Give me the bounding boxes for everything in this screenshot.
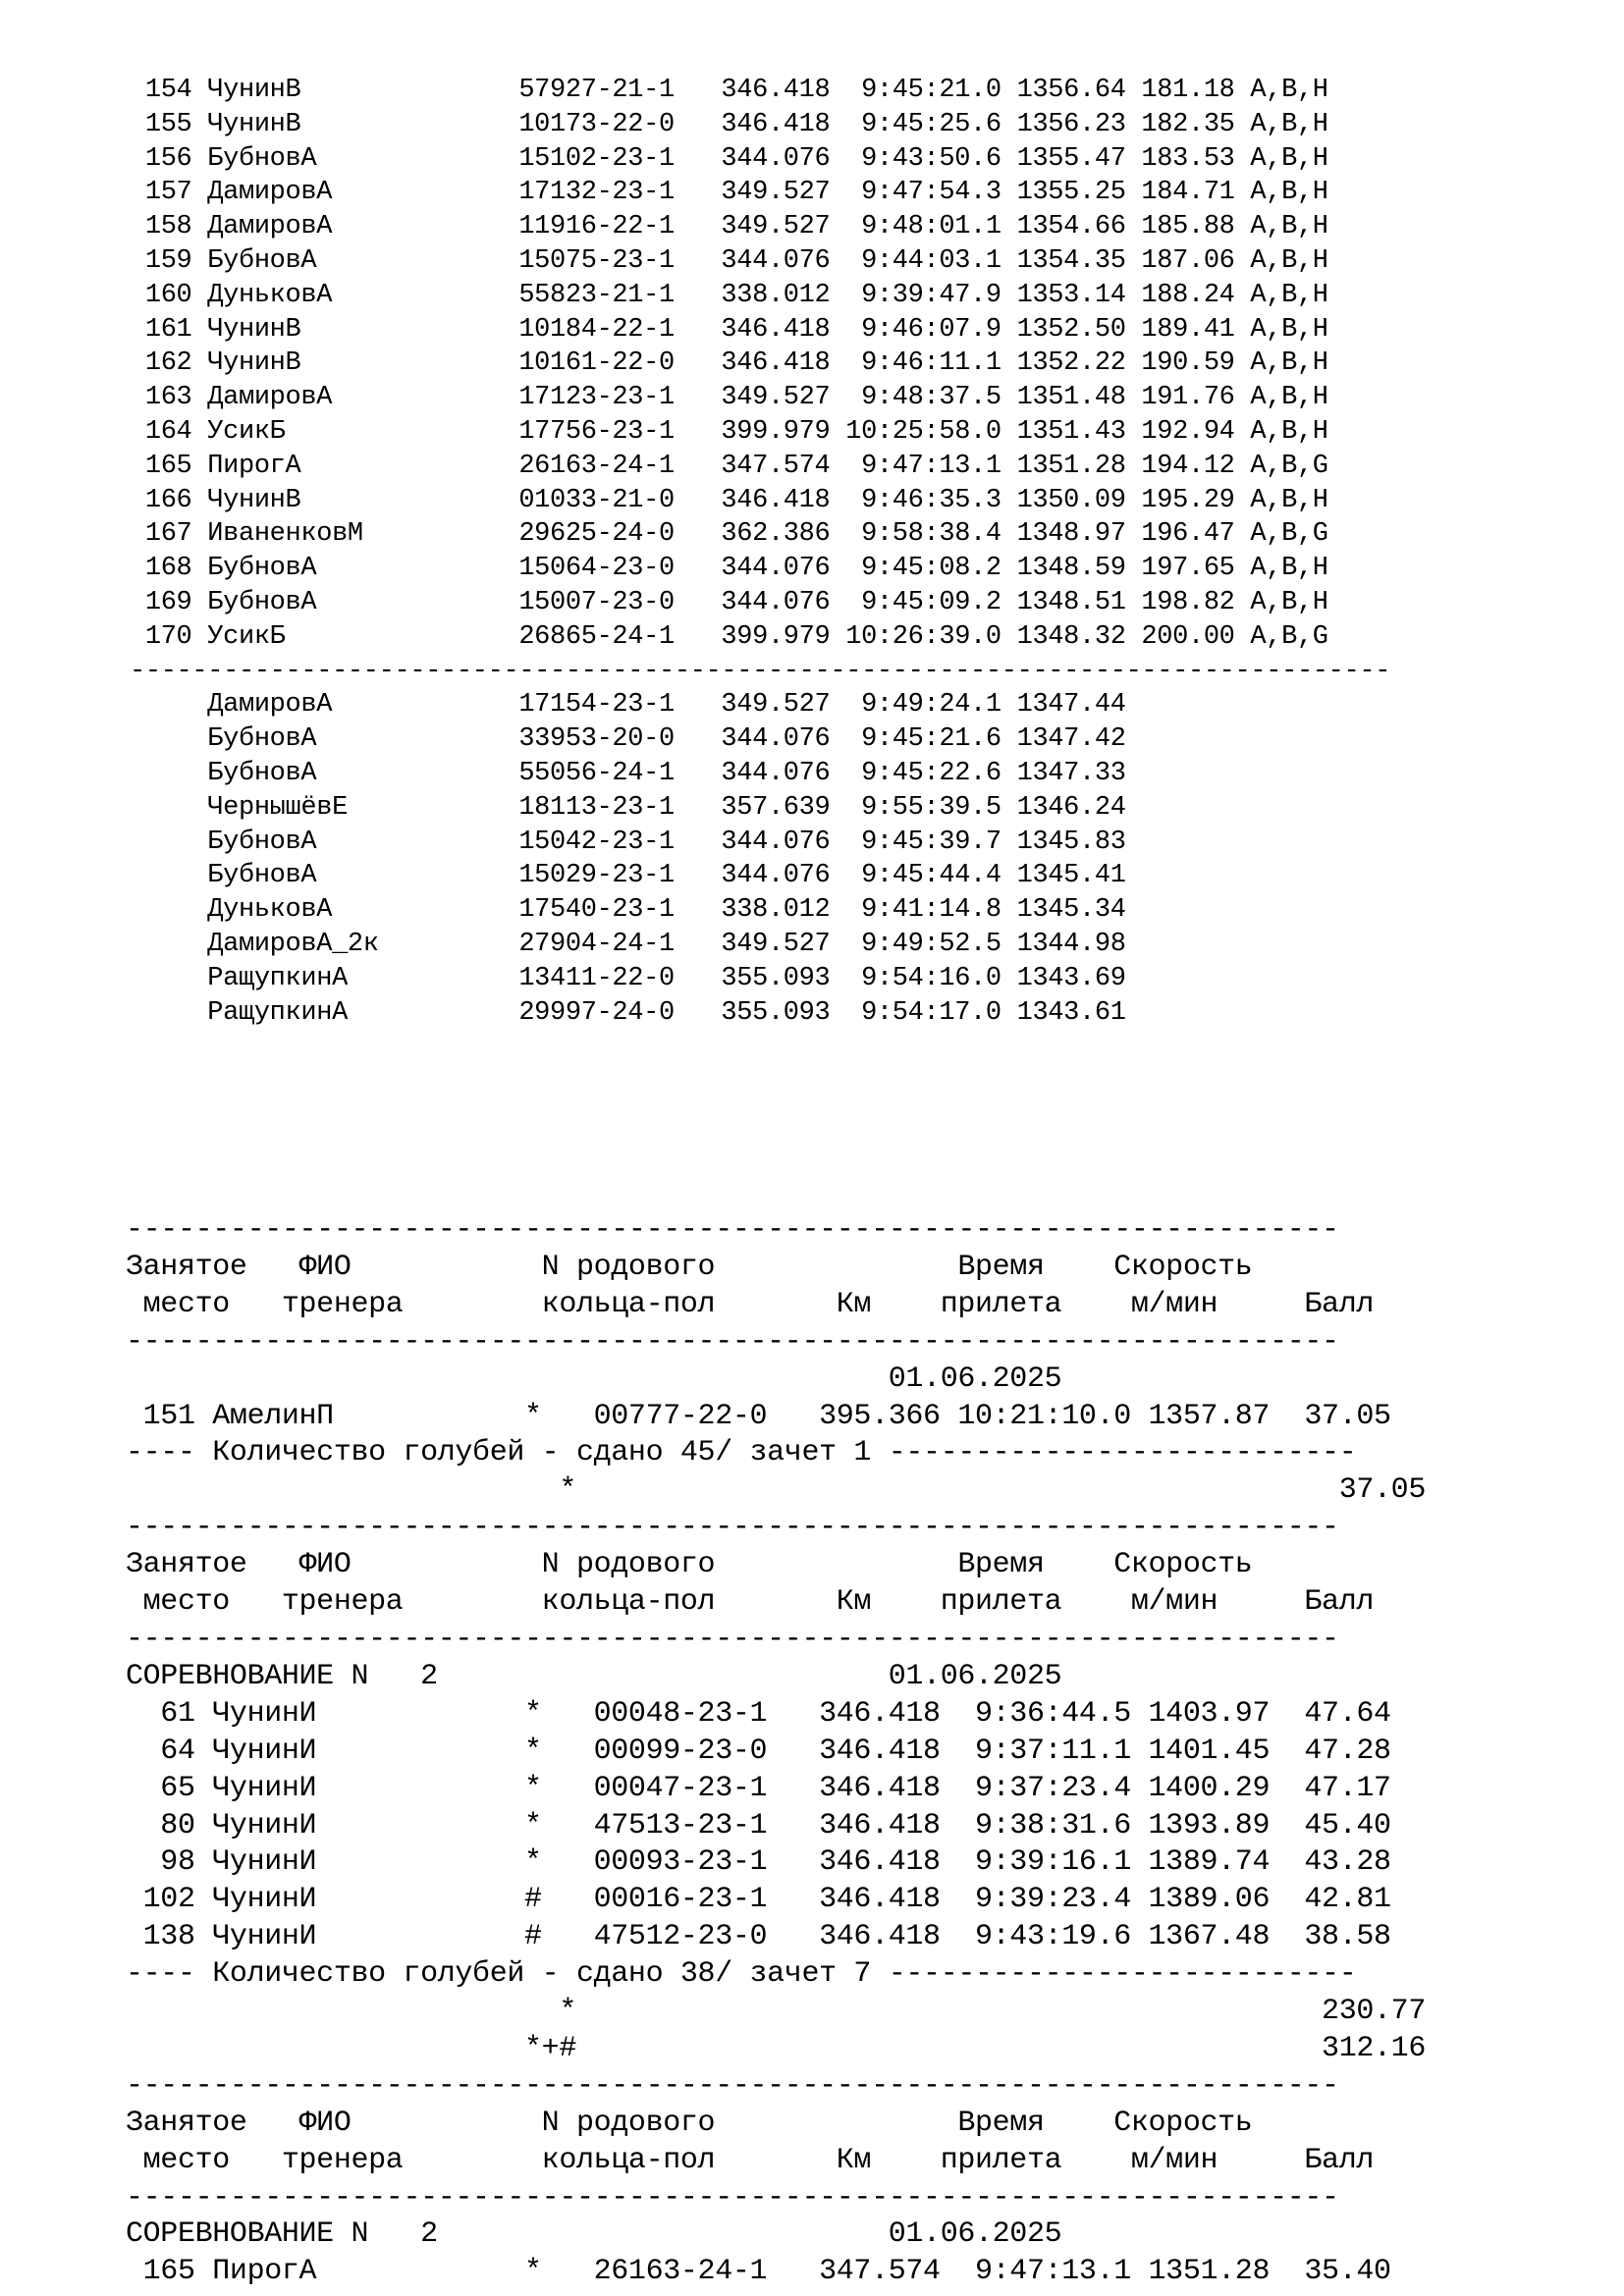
table-row: 61 ЧунинИ * 00048-23-1 346.418 9:36:44.5 1403.97 47.64	[126, 1696, 1391, 1731]
ranking-table	[130, 74, 1390, 1030]
count-summary: ---- Количество голубей - сдано 45/ зачет 1 ---------------------------	[126, 1436, 1357, 1470]
trainer-report	[126, 1212, 1426, 2291]
divider-line: ----------------------------------------------------------------------	[126, 1511, 1339, 1545]
score-total: * 37.05	[126, 1473, 1426, 1508]
table-row: 162 ЧунинВ 10161-22-0 346.418 9:46:11.1 1352.22 190.59 A,B,H	[130, 348, 1328, 379]
score-total: *+# 312.16	[126, 2031, 1426, 2065]
table-row: БубновА 15029-23-1 344.076 9:45:44.4 1345.41	[130, 861, 1126, 891]
score-total: * 230.77	[126, 1995, 1426, 2029]
table-row: 169 БубновА 15007-23-0 344.076 9:45:09.2 1348.51 198.82 A,B,H	[130, 587, 1328, 617]
table-row: 157 ДамировА 17132-23-1 349.527 9:47:54.3 1355.25 184.71 A,B,H	[130, 178, 1328, 208]
table-row: 161 ЧунинВ 10184-22-1 346.418 9:46:07.9 1352.50 189.41 A,B,H	[130, 314, 1328, 345]
competition-title: СОРЕВНОВАНИЕ N 2 01.06.2025	[126, 2217, 1062, 2252]
table-row: ДамировА_2к 27904-24-1 349.527 9:49:52.5 1344.98	[130, 929, 1126, 959]
table-row: 164 УсикБ 17756-23-1 399.979 10:25:58.0 1351.43 192.94 A,B,H	[130, 416, 1328, 447]
competition-title: СОРЕВНОВАНИЕ N 2 01.06.2025	[126, 1659, 1062, 1693]
table-row: ДуньковА 17540-23-1 338.012 9:41:14.8 1345.34	[130, 895, 1126, 926]
table-row: ЧернышёвЕ 18113-23-1 357.639 9:55:39.5 1346.24	[130, 792, 1126, 823]
divider-line: ----------------------------------------------------------------------	[126, 1324, 1339, 1359]
column-header: место тренера кольца-пол Км прилета м/мин Балл	[126, 1287, 1375, 1321]
competition-date: 01.06.2025	[126, 1362, 1062, 1396]
table-row: БубновА 55056-24-1 344.076 9:45:22.6 1347.33	[130, 758, 1126, 788]
table-row: 154 ЧунинВ 57927-21-1 346.418 9:45:21.0 1356.64 181.18 A,B,H	[130, 76, 1328, 105]
table-row: РащупкинА 29997-24-0 355.093 9:54:17.0 1343.61	[130, 997, 1126, 1028]
table-row: 165 ПирогА 26163-24-1 347.574 9:47:13.1 1351.28 194.12 A,B,G	[130, 451, 1328, 481]
table-row: БубновА 15042-23-1 344.076 9:45:39.7 1345.83	[130, 827, 1126, 857]
table-row: 165 ПирогА * 26163-24-1 347.574 9:47:13.1 1351.28 35.40	[126, 2255, 1391, 2289]
divider-line: ----------------------------------------------------------------------	[126, 1622, 1339, 1656]
table-row: БубновА 33953-20-0 344.076 9:45:21.6 1347.42	[130, 724, 1126, 755]
column-header: Занятое ФИО N родового Время Скорость	[126, 2106, 1253, 2140]
table-row: 170 УсикБ 26865-24-1 399.979 10:26:39.0 1348.32 200.00 A,B,G	[130, 621, 1328, 652]
column-header: Занятое ФИО N родового Время Скорость	[126, 1250, 1253, 1284]
table-row: 156 БубновА 15102-23-1 344.076 9:43:50.6 1355.47 183.53 A,B,H	[130, 143, 1328, 174]
table-row: 151 АмелинП * 00777-22-0 395.366 10:21:10.0 1357.87 37.05	[126, 1399, 1391, 1433]
table-row: 158 ДамировА 11916-22-1 349.527 9:48:01.1 1354.66 185.88 A,B,H	[130, 212, 1328, 242]
count-summary: ---- Количество голубей - сдано 38/ зачет 7 ---------------------------	[126, 1957, 1357, 1992]
table-row: 80 ЧунинИ * 47513-23-1 346.418 9:38:31.6 1393.89 45.40	[126, 1808, 1391, 1842]
table-row: 163 ДамировА 17123-23-1 349.527 9:48:37.5 1351.48 191.76 A,B,H	[130, 383, 1328, 413]
divider-line: ----------------------------------------------------------------------	[126, 2180, 1339, 2215]
column-header: место тренера кольца-пол Км прилета м/мин Балл	[126, 2143, 1375, 2177]
table-row: 168 БубновА 15064-23-0 344.076 9:45:08.2 1348.59 197.65 A,B,H	[130, 554, 1328, 584]
table-row: 102 ЧунинИ # 00016-23-1 346.418 9:39:23.4 1389.06 42.81	[126, 1883, 1391, 1917]
table-row: 159 БубновА 15075-23-1 344.076 9:44:03.1 1354.35 187.06 A,B,H	[130, 245, 1328, 276]
column-header: место тренера кольца-пол Км прилета м/мин Балл	[126, 1585, 1375, 1620]
table-row: 65 ЧунинИ * 00047-23-1 346.418 9:37:23.4 1400.29 47.17	[126, 1771, 1391, 1805]
column-header: Занятое ФИО N родового Время Скорость	[126, 1548, 1253, 1582]
table-row: 155 ЧунинВ 10173-22-0 346.418 9:45:25.6 1356.23 182.35 A,B,H	[130, 109, 1328, 139]
table-row: 98 ЧунинИ * 00093-23-1 346.418 9:39:16.1 1389.74 43.28	[126, 1845, 1391, 1880]
table-row: 160 ДуньковА 55823-21-1 338.012 9:39:47.9 1353.14 188.24 A,B,H	[130, 280, 1328, 310]
divider-line: ----------------------------------------------------------------------	[126, 1213, 1339, 1247]
divider-line: ---------------------------------------------------------------------------------	[130, 656, 1391, 686]
table-row: 64 ЧунинИ * 00099-23-0 346.418 9:37:11.1 1401.45 47.28	[126, 1734, 1391, 1768]
table-row: 167 ИваненковМ 29625-24-0 362.386 9:58:38.4 1348.97 196.47 A,B,G	[130, 519, 1328, 550]
table-row: 166 ЧунинВ 01033-21-0 346.418 9:46:35.3 1350.09 195.29 A,B,H	[130, 485, 1328, 515]
table-row: РащупкинА 13411-22-0 355.093 9:54:16.0 1343.69	[130, 963, 1126, 993]
divider-line: ----------------------------------------------------------------------	[126, 2068, 1339, 2103]
table-row: 138 ЧунинИ # 47512-23-0 346.418 9:43:19.6 1367.48 38.58	[126, 1920, 1391, 1954]
table-row: ДамировА 17154-23-1 349.527 9:49:24.1 1347.44	[130, 690, 1126, 721]
